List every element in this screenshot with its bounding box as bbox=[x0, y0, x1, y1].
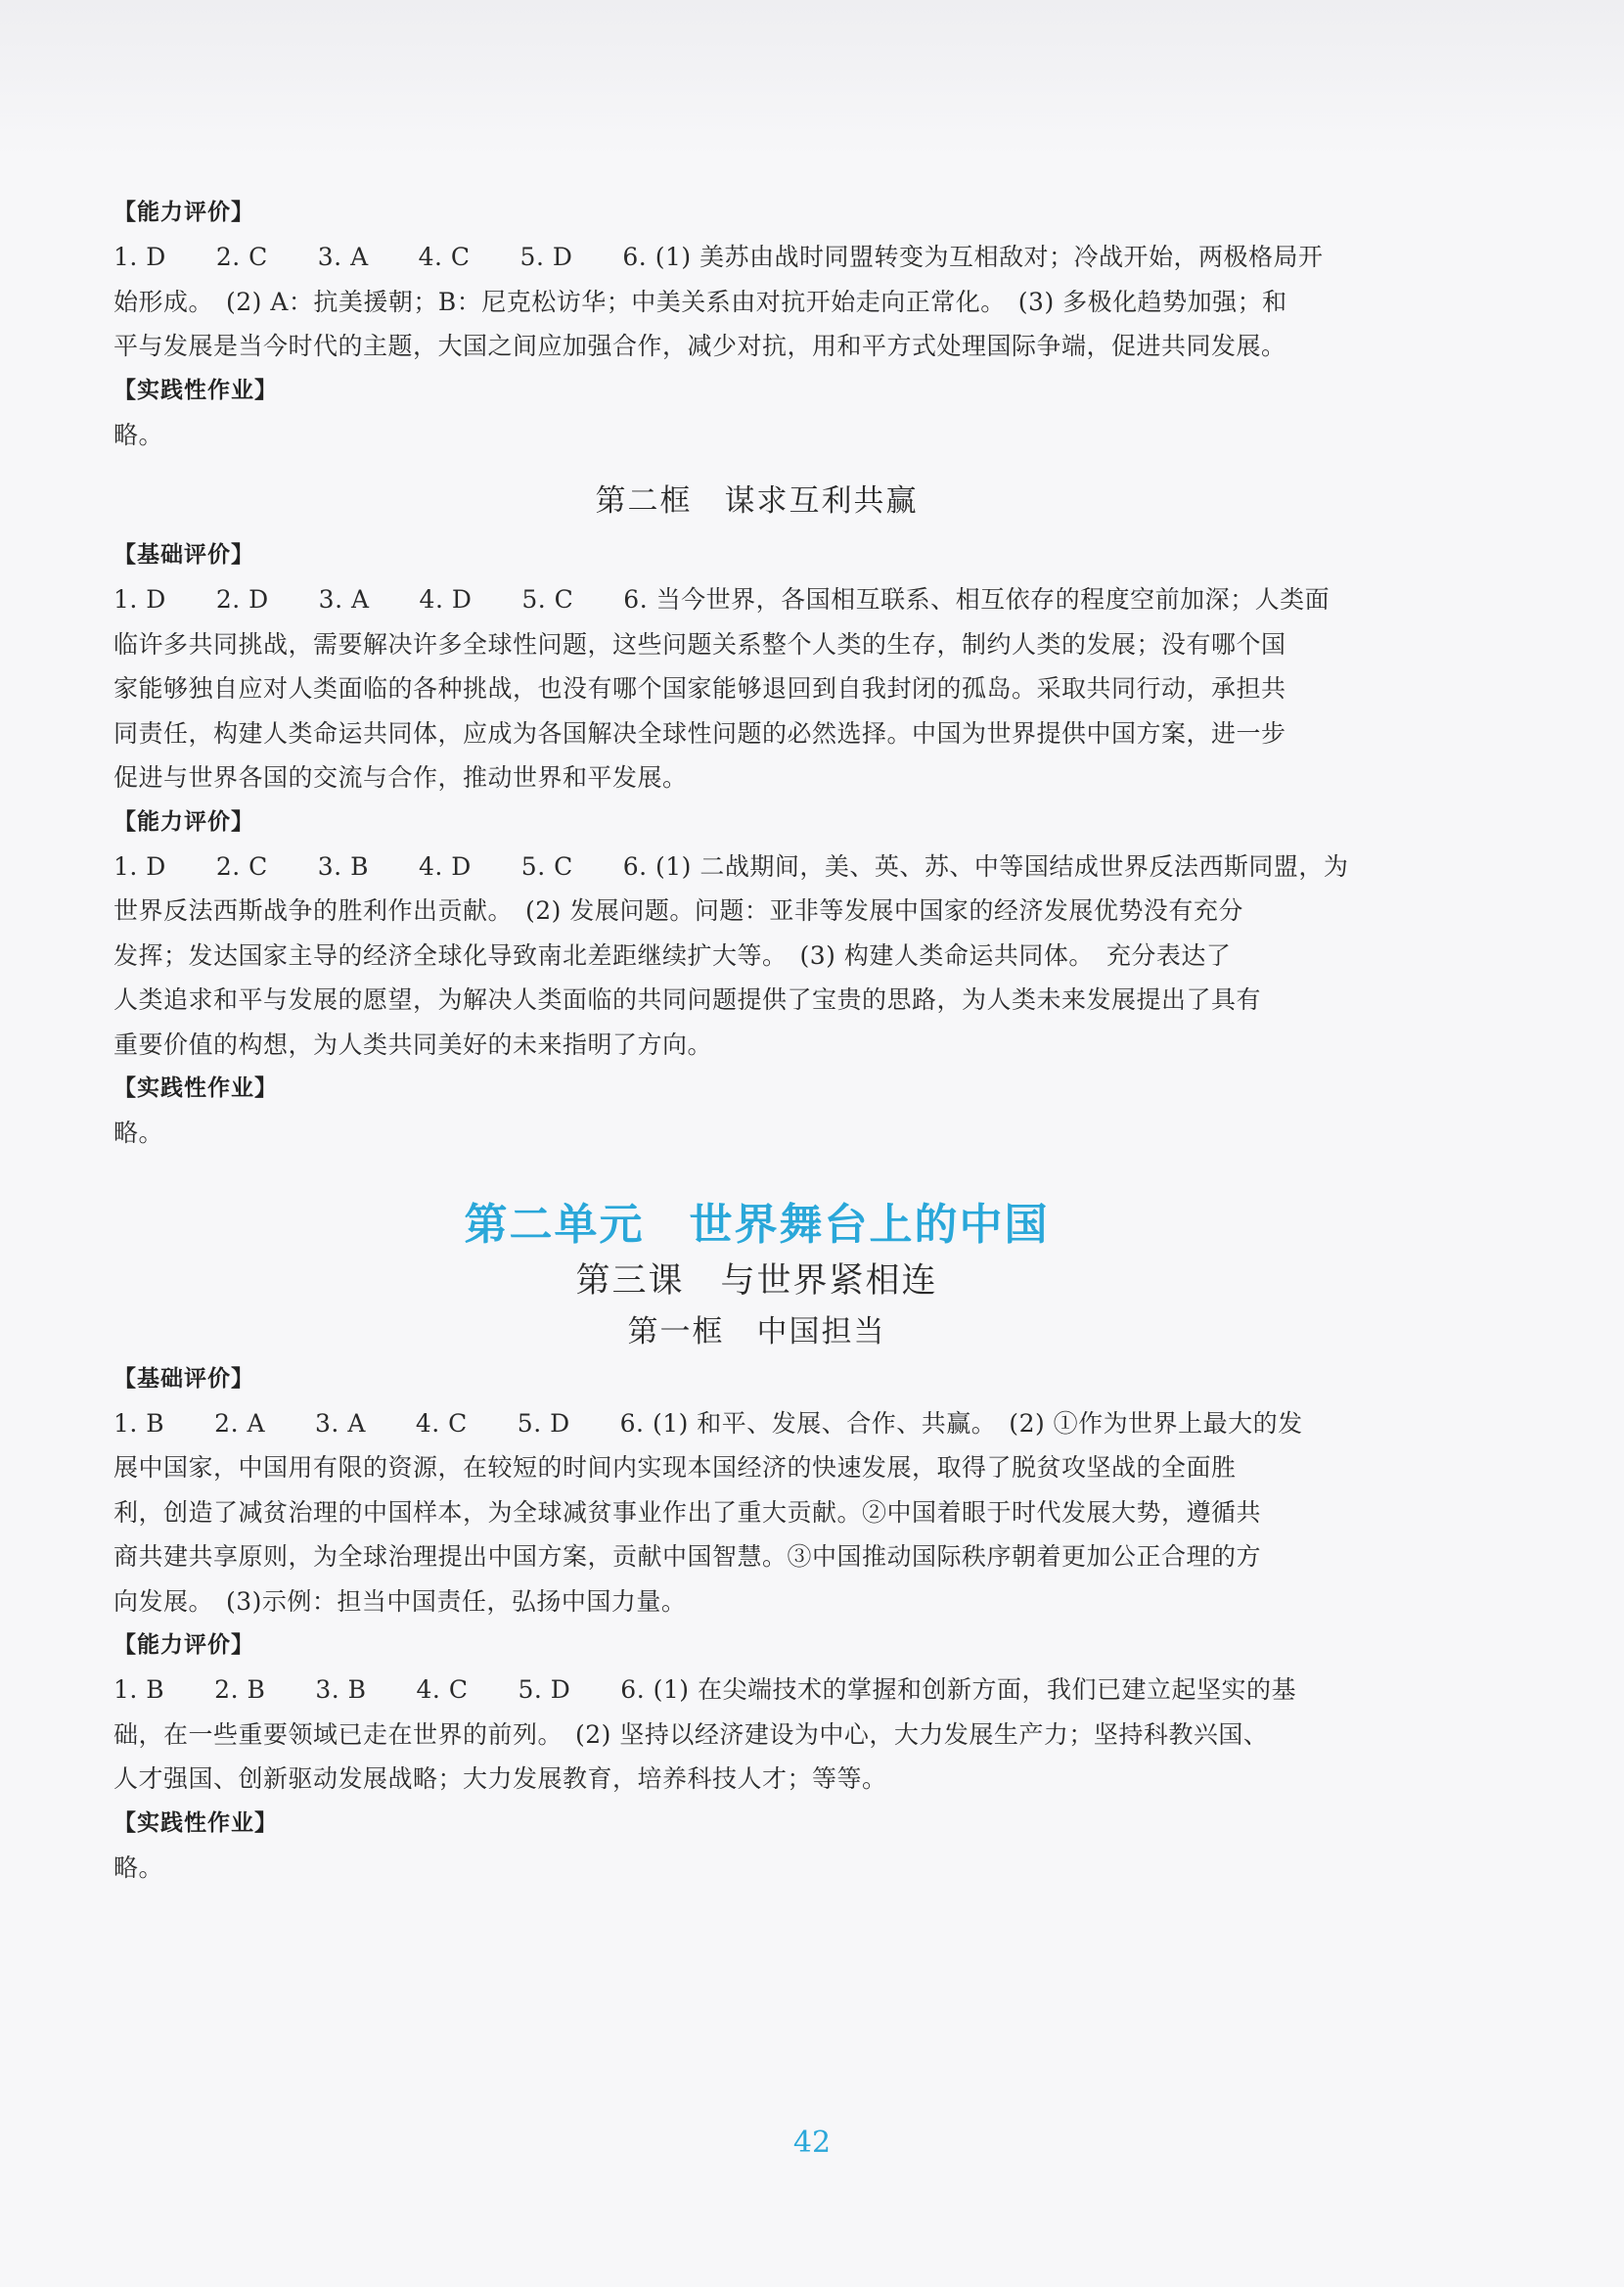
answer-line: 础，在一些重要领域已走在世界的前列。 (2) 坚持以经济建设为中心，大力发展生产力；坚持科教兴国、 bbox=[113, 1719, 1269, 1749]
answer-line: 1. D 2. D 3. A 4. D 5. C 6. 当今世界，各国相互联系、相互依存的程度空前加深；人类面 bbox=[113, 585, 1331, 614]
ability-evaluation-answers bbox=[113, 235, 1400, 369]
page-number: 42 bbox=[792, 2126, 832, 2160]
answer-line: 展中国家，中国用有限的资源，在较短的时间内实现本国经济的快速发展，取得了脱贫攻坚战的全面胜 bbox=[113, 1453, 1237, 1482]
ability-evaluation-label: 【能力评价】 bbox=[113, 1632, 254, 1658]
practice-homework-label: 【实践性作业】 bbox=[113, 1075, 278, 1101]
answer-line: 促进与世界各国的交流与合作，推动世界和平发展。 bbox=[113, 763, 688, 792]
ability-evaluation-label: 【能力评价】 bbox=[113, 200, 254, 225]
basic-evaluation-label: 【基础评价】 bbox=[113, 542, 254, 568]
ability-evaluation-answers bbox=[113, 1668, 1400, 1802]
frame-title: 第二框 谋求互利共赢 bbox=[595, 483, 919, 519]
basic-evaluation-label: 【基础评价】 bbox=[113, 1365, 254, 1392]
answer-line: 临许多共同挑战，需要解决许多全球性问题，这些问题关系整个人类的生存，制约人类的发展；没有哪个国 bbox=[113, 629, 1286, 659]
answer-line: 家能够独自应对人类面临的各种挑战，也没有哪个国家能够退回到自我封闭的孤岛。采取共同行动，承担共 bbox=[113, 674, 1286, 703]
ability-evaluation-answers bbox=[113, 845, 1400, 1068]
answer-line: 重要价值的构想，为人类共同美好的未来指明了方向。 bbox=[113, 1029, 713, 1059]
frame-title: 第一框 中国担当 bbox=[627, 1313, 886, 1349]
practice-homework-answer: 略。 bbox=[113, 420, 164, 449]
answer-line: 1. B 2. A 3. A 4. C 5. D 6. (1) 和平、发展、合作、共赢。 (2) ①作为世界上最大的发 bbox=[113, 1408, 1303, 1438]
answer-line: 商共建共享原则，为全球治理提出中国方案，贡献中国智慧。③中国推动国际秩序朝着更加公正合理的方 bbox=[113, 1542, 1262, 1571]
lesson-title: 第三课 与世界紧相连 bbox=[575, 1260, 938, 1301]
unit-title: 第二单元 世界舞台上的中国 bbox=[464, 1199, 1050, 1250]
answer-line: 向发展。 (3)示例：担当中国责任，弘扬中国力量。 bbox=[113, 1586, 687, 1616]
answer-line: 始形成。 (2) A：抗美援朝；B：尼克松访华；中美关系由对抗开始走向正常化。 (3) 多极化趋势加强；和 bbox=[113, 287, 1287, 316]
ability-evaluation-label: 【能力评价】 bbox=[113, 808, 254, 835]
page-top-shade bbox=[0, 0, 1624, 157]
answer-line: 平与发展是当今时代的主题，大国之间应加强合作，减少对抗，用和平方式处理国际争端，促进共同发展。 bbox=[113, 332, 1286, 360]
answer-content bbox=[113, 191, 1400, 1890]
answer-line: 发挥；发达国家主导的经济全球化导致南北差距继续扩大等。 (3) 构建人类命运共同体。 充分表达了 bbox=[113, 940, 1232, 970]
practice-homework-label: 【实践性作业】 bbox=[113, 377, 278, 403]
answer-line: 人类追求和平与发展的愿望，为解决人类面临的共同问题提供了宝贵的思路，为人类未来发展提出了具有 bbox=[113, 985, 1262, 1014]
basic-evaluation-answers bbox=[113, 577, 1400, 800]
basic-evaluation-answers bbox=[113, 1401, 1400, 1624]
practice-homework-label: 【实践性作业】 bbox=[113, 1809, 278, 1836]
answer-line: 人才强国、创新驱动发展战略；大力发展教育，培养科技人才；等等。 bbox=[113, 1764, 887, 1793]
practice-homework-answer: 略。 bbox=[113, 1119, 164, 1147]
practice-homework-answer: 略。 bbox=[113, 1852, 164, 1882]
answer-line: 1. D 2. C 3. B 4. D 5. C 6. (1) 二战期间，美、英、苏、中等国结成世界反法西斯同盟，为 bbox=[113, 851, 1349, 881]
answer-line: 1. D 2. C 3. A 4. C 5. D 6. (1) 美苏由战时同盟转变为互相敌对；冷战开始，两极格局开 bbox=[113, 243, 1324, 271]
answer-line: 同责任，构建人类命运共同体，应成为各国解决全球性问题的必然选择。中国为世界提供中国方案，进一步 bbox=[113, 718, 1286, 748]
answer-line: 世界反法西斯战争的胜利作出贡献。 (2) 发展问题。问题：亚非等发展中国家的经济发展优势没有充分 bbox=[113, 896, 1243, 925]
answer-line: 利，创造了减贫治理的中国样本，为全球减贫事业作出了重大贡献。②中国着眼于时代发展大势，遵循共 bbox=[113, 1497, 1262, 1527]
answer-line: 1. B 2. B 3. B 4. C 5. D 6. (1) 在尖端技术的掌握和创新方面，我们已建立起坚实的基 bbox=[113, 1675, 1296, 1704]
